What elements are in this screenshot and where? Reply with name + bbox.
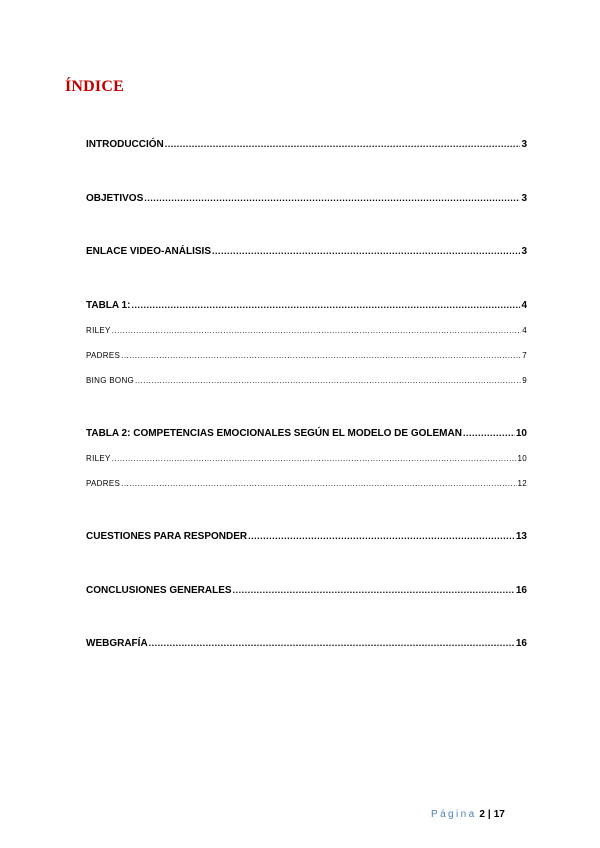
toc-entry-tabla-2[interactable] <box>86 428 527 442</box>
toc-subentry-riley[interactable] <box>86 326 527 338</box>
toc-entry-page: 12 <box>517 479 527 488</box>
toc-dot-leader <box>248 531 515 541</box>
footer-total-pages: 17 <box>493 809 505 820</box>
toc-entry-page: 4 <box>522 326 527 335</box>
toc-entry-page: 16 <box>515 585 527 596</box>
toc-entry-enlace-video-analisis[interactable] <box>86 246 527 260</box>
toc-entry-page: 4 <box>521 300 527 311</box>
toc-entry-page: 13 <box>515 531 527 542</box>
toc-dot-leader <box>149 638 515 648</box>
toc-dot-leader <box>112 454 517 463</box>
toc-subentry-riley[interactable] <box>86 454 527 466</box>
footer-page-word: Página <box>431 809 477 820</box>
toc-entry-label: CUESTIONES PARA RESPONDER <box>86 531 248 542</box>
toc-dot-leader <box>233 585 515 595</box>
toc-dot-leader <box>135 376 521 385</box>
toc-entry-label: RILEY <box>86 326 111 335</box>
toc-entry-cuestiones-para-responder[interactable] <box>86 531 527 545</box>
footer-separator: | <box>487 809 491 820</box>
toc-dot-leader <box>131 300 520 310</box>
page-title: ÍNDICE <box>65 78 124 95</box>
toc-dot-leader <box>463 428 515 438</box>
toc-entry-objetivos[interactable] <box>86 193 527 207</box>
toc-dot-leader <box>212 246 520 256</box>
toc-subentry-padres[interactable] <box>86 351 527 363</box>
toc-entry-page: 10 <box>517 454 527 463</box>
toc-entry-label: CONCLUSIONES GENERALES <box>86 585 232 596</box>
toc-dot-leader <box>121 351 521 360</box>
toc-entry-page: 10 <box>515 428 527 439</box>
toc-entry-label: OBJETIVOS <box>86 193 144 204</box>
toc-dot-leader <box>121 479 516 488</box>
toc-entry-page: 3 <box>521 246 527 257</box>
toc-entry-page: 9 <box>522 376 527 385</box>
toc-dot-leader <box>112 326 522 335</box>
toc-entry-conclusiones-generales[interactable] <box>86 585 527 599</box>
toc-entry-webgrafia[interactable] <box>86 638 527 652</box>
toc-entry-tabla-1[interactable] <box>86 300 527 314</box>
toc-entry-label: WEBGRAFÍA <box>86 638 148 649</box>
toc-dot-leader <box>144 193 520 203</box>
toc-entry-label: TABLA 1: <box>86 300 131 311</box>
toc-entry-label: INTRODUCCIÓN <box>86 139 164 150</box>
toc-entry-page: 7 <box>522 351 527 360</box>
toc-entry-label: TABLA 2: COMPETENCIAS EMOCIONALES SEGÚN EL MODELO DE GOLEMAN <box>86 428 462 439</box>
page-footer <box>431 809 505 820</box>
toc-dot-leader <box>165 139 521 149</box>
toc-entry-introduccion[interactable] <box>86 139 527 153</box>
toc-subentry-bing-bong[interactable] <box>86 376 527 388</box>
toc-entry-page: 3 <box>521 193 527 204</box>
footer-current-page: 2 <box>479 809 485 820</box>
toc-entry-label: BING BONG <box>86 376 135 385</box>
toc-entry-label: PADRES <box>86 479 121 488</box>
toc-entry-label: ENLACE VIDEO-ANÁLISIS <box>86 246 212 257</box>
toc-entry-page: 16 <box>515 638 527 649</box>
toc-subentry-padres[interactable] <box>86 479 527 491</box>
toc-entry-label: PADRES <box>86 351 121 360</box>
toc-entry-page: 3 <box>521 139 527 150</box>
toc-entry-label: RILEY <box>86 454 111 463</box>
